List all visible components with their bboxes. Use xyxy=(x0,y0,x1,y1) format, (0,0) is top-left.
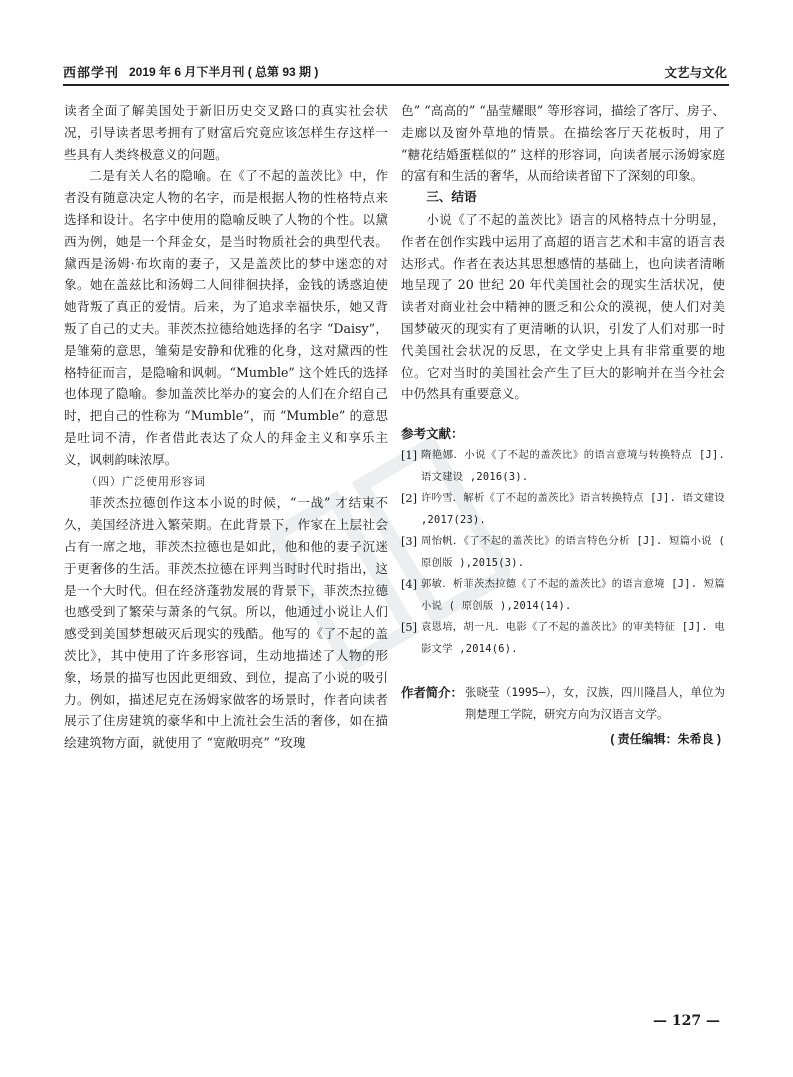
reference-text: 袁恩培，胡一凡．电影《了不起的盖茨比》的审美特征 [J]. 电影文学 ,2014(6). xyxy=(421,621,725,655)
section-heading: 三、结语 xyxy=(426,190,477,205)
reference-item xyxy=(401,574,725,617)
left-column xyxy=(64,100,388,754)
journal-masthead: 西部学刊 xyxy=(63,66,120,81)
issue-info: 2019 年 6 月下半月刊 ( 总第 93 期 ) xyxy=(129,65,319,79)
reference-item xyxy=(401,488,725,531)
reference-text: 周怡帆．《了不起的盖茨比》的语言特色分析 [J]. 短篇小说 ( 原创版 ),2015(3). xyxy=(421,535,725,569)
reference-number: [4] xyxy=(401,578,418,592)
reference-number: [1] xyxy=(401,449,418,463)
reference-number: [3] xyxy=(401,535,418,549)
paragraph: 读者全面了解美国处于新旧历史交叉路口的真实社会状况，引导读者思考拥有了财富后究竟应该怎样生存这样一些具有人类终极意义的问题。 xyxy=(64,103,388,162)
reference-text: 许吟雪．解析《了不起的盖茨比》语言转换特点 [J]. 语文建设 ,2017(23). xyxy=(421,492,725,526)
page-header xyxy=(63,62,729,84)
reference-number: [5] xyxy=(401,621,418,635)
author-label: 作者简介： xyxy=(401,686,463,701)
editor-note: ( 责任编辑：朱希良 ) xyxy=(610,732,721,747)
paragraph: 二是有关人名的隐喻。在《了不起的盖茨比》中，作者没有随意决定人物的名字，而是根据人物的性格特点来选择和设计。名字中使用的隐喻反映了人物的个性。以黛西为例，她是一个拜金女，是当时物质社会的典型代表。黛西是汤姆·布坎南的妻子，又是盖茨比的梦中迷恋的对象。她在盖兹比和汤姆二人间徘徊抉择，金钱的诱惑迫使她背叛了真正的爱情。后来，为了追求幸福快乐，她又背叛了自己的丈夫。菲茨杰拉德给她选择的名字 “Daisy”，是雏菊的意思，雏菊是安静和优雅的化身，这对黛西的性格特征而言，是隐喻和讽刺。“Mumble” 这个姓氏的选择也体现了隐喻。参加盖茨比举办的宴会的人们在介绍自己时，把自己的性称为 “Mumble”，而 “Mumble” 的意思是吐词不清，作者借此表达了众人的拜金主义和享乐主义，讽刺韵味浓厚。 xyxy=(64,168,388,467)
references-title: 参考文献： xyxy=(401,427,464,442)
section-name: 文艺与文化 xyxy=(664,66,727,80)
author-bio-text: 张晓莹（1995—），女，汉族，四川隆昌人，单位为荆楚理工学院，研究方向为汉语言文学。 xyxy=(465,686,725,722)
reference-item xyxy=(401,531,725,574)
reference-item xyxy=(401,617,725,660)
right-column xyxy=(401,100,725,750)
reference-number: [2] xyxy=(401,492,418,506)
references-list xyxy=(401,445,725,660)
paragraph: 色” “高高的” “晶莹耀眼” 等形容词，描绘了客厅、房子、走廊以及窗外草地的情景。在描绘客厅天花板时，用了 “糖花结婚蛋糕似的” 这样的形容词，向读者展示汤姆家庭的富有和生活的奢华，从而给读者留下了深刻的印象。 xyxy=(401,103,725,184)
reference-text: 隋艳娜．小说《了不起的盖茨比》的语言意境与转换特点 [J]. 语文建设 ,2016(3). xyxy=(421,449,725,483)
page-number: — 127 — xyxy=(653,1013,720,1029)
header-rule xyxy=(63,84,729,86)
subsection-heading: （四）广泛使用形容词 xyxy=(86,474,206,488)
reference-text: 郭敏．析菲茨杰拉德《了不起的盖茨比》的语言意境 [J]. 短篇小说 ( 原创版 ),2014(14). xyxy=(421,578,725,612)
reference-item xyxy=(401,445,725,488)
paragraph: 菲茨杰拉德创作这本小说的时候，“一战” 才结束不久，美国经济进入繁荣期。在此背景下，作家在上层社会占有一席之地，菲茨杰拉德也是如此，他和他的妻子沉迷于更奢侈的生活。菲茨杰拉德在评判当时时代时指出，这是一个大时代。但在经济蓬勃发展的背景下，菲茨杰拉德也感受到了繁荣与萧条的气氛。所以，他通过小说让人们感受到美国梦想破灭后现实的残酷。他写的《了不起的盖茨比》，其中使用了许多形容词，生动地描述了人物的形象，场景的描写也因此更细致、到位，提高了小说的吸引力。例如，描述尼克在汤姆家做客的场景时，作者向读者展示了住房建筑的豪华和中上流社会生活的奢侈，如在描绘建筑物方面，就使用了 “宽敞明亮” “玫瑰 xyxy=(64,495,388,751)
paragraph: 小说《了不起的盖茨比》语言的风格特点十分明显，作者在创作实践中运用了高超的语言艺术和丰富的语言表达形式。作者在表达其思想感情的基础上，也向读者清晰地呈现了 20 世纪 20 年代美国社会的现实生活状况，使读者对商业社会中精神的匮乏和公众的漠视，使人们对美国梦破灭的现实有了更清晰的认识，引发了人们对那一时代美国社会状况的反思，在文学史上具有非常重要的地位。它对当时的美国社会产生了巨大的影响并在当今社会中仍然具有重要意义。 xyxy=(401,211,725,402)
author-bio xyxy=(401,682,725,726)
